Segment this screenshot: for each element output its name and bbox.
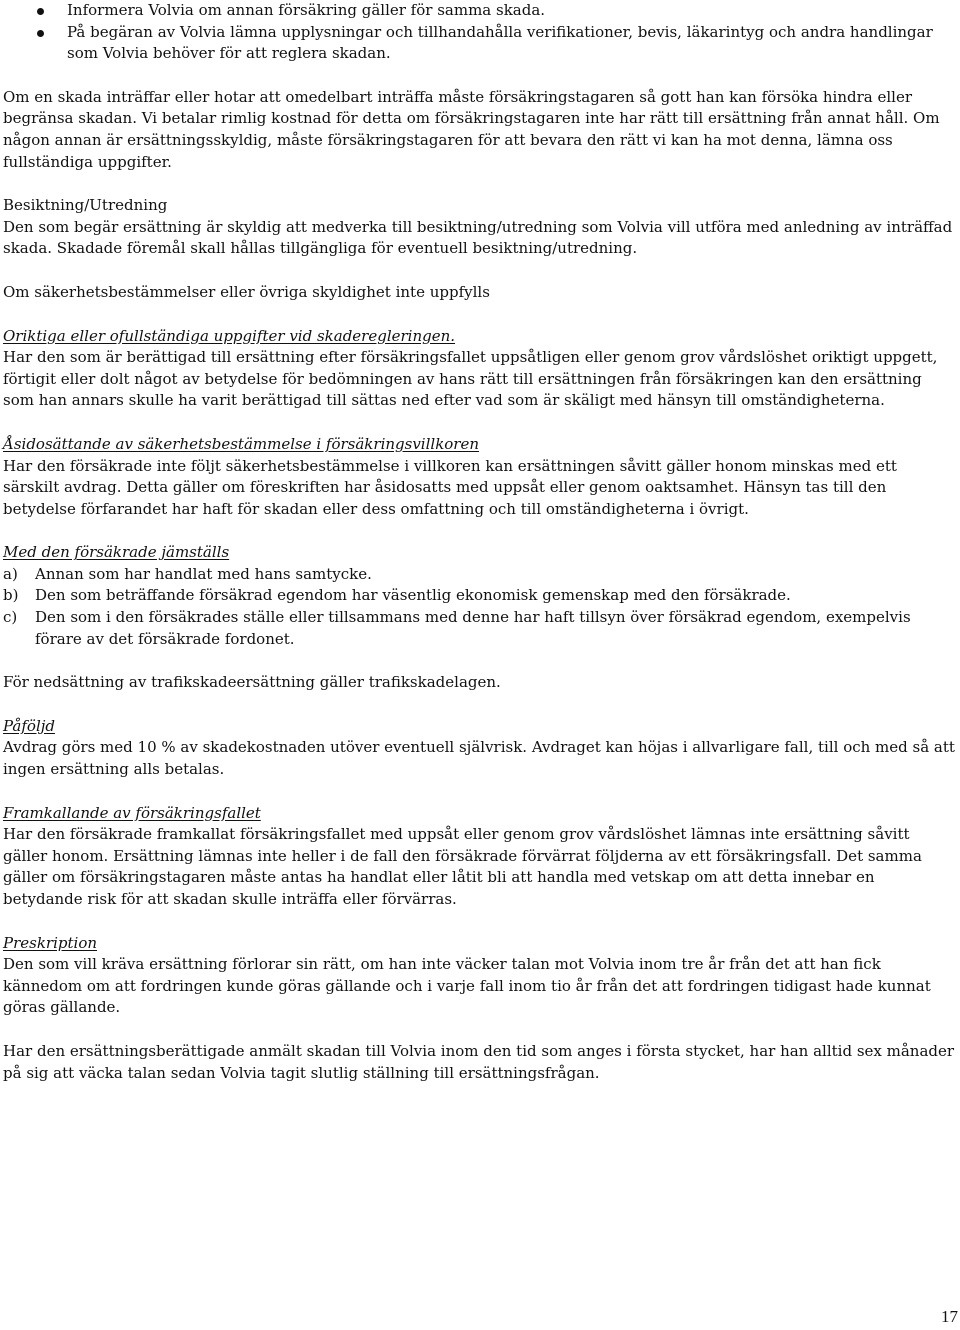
final-paragraph: Har den ersättningsberättigade anmält skadan till Volvia inom den tid som anges i första stycket, har han alltid sex månader på sig att väcka talan sedan Volvia tagit slutlig ställning till ersättningsfrågan. [3,1041,955,1082]
inspection-heading: Besiktning/Utredning [3,196,168,215]
bullet-dot-icon [37,30,44,37]
traffic-note: För nedsättning av trafikskadeersättning gäller trafikskadelagen. [3,673,501,692]
causing-text: Har den försäkrade framkallat försäkringsfallet med uppsåt eller genom grov vårdslöshet lämnas inte ersättning såvitt gäller honom. Ersättning lämnas inte heller i de fall den försäkrade förvärrat följderna av ett försäkringsfall. Det samma gäller om försäkringstagaren måste antas ha handlat eller låtit bli att handla med vetskap om att detta innebar en betydande risk för att skadan skulle inträffa eller förvärras. [3,825,922,908]
item-text: Annan som har handlat med hans samtycke. [35,564,372,583]
equated-item [3,585,955,607]
equated-item [3,564,955,586]
consequence-section [3,716,955,781]
bullet-text: Informera Volvia om annan försäkring gäller för samma skada. [67,1,546,19]
causing-section [3,803,955,911]
consequence-text: Avdrag görs med 10 % av skadekostnaden utöver eventuell självrisk. Avdraget kan höjas i allvarligare fall, till och med så att ingen ersättning alls betalas. [3,738,955,779]
bullet-item [3,0,955,22]
equated-item [3,607,955,650]
item-letter: c) [3,608,18,627]
page-number: 17 [941,1307,958,1326]
document-page [3,0,955,1084]
equated-list [3,564,955,650]
item-text: Den som i den försäkrades ställe eller tillsammans med denne har haft tillsyn över försäkrad egendom, exempelvis förare av det försäkrade fordonet. [35,608,911,648]
item-letter: b) [3,586,19,605]
prescription-section [3,933,955,1019]
damage-paragraph: Om en skada inträffar eller hotar att omedelbart inträffa måste försäkringstagaren så gott han kan försöka hindra eller begränsa skadan. Vi betalar rimlig kostnad för detta om försäkringstagaren inte har rätt till ersättning från annat håll. Om någon annan är ersättningsskyldig, måste försäkringstagaren för att bevara den rätt vi kan ha mot denna, lämna oss fullständiga uppgifter. [3,87,940,171]
prescription-heading: Preskription [3,933,98,952]
neglect-heading: Åsidosättande av säkerhetsbestämmelse i försäkringsvillkoren [3,434,480,453]
prescription-text: Den som vill kräva ersättning förlorar sin rätt, om han inte väcker talan mot Volvia inom tre år från det att han fick kännedom om att fordringen kunde göras gällande och i varje fall inom tio år från det att fordringen tidigast hade kunnat göras gällande. [3,955,931,1017]
consequence-heading: Påföljd [3,716,55,735]
safety-intro: Om säkerhetsbestämmelser eller övriga skyldighet inte uppfylls [3,282,490,301]
incorrect-info-heading: Oriktiga eller ofullständiga uppgifter vid skaderegleringen. [3,326,456,345]
bullet-list [3,0,955,65]
item-letter: a) [3,564,18,583]
inspection-text: Den som begär ersättning är skyldig att medverka till besiktning/utredning som Volvia vill utföra med anledning av inträffad skada. Skadade föremål skall hållas tillgängliga för eventuell besiktning/utredning. [3,217,953,258]
neglect-text: Har den försäkrade inte följt säkerhetsbestämmelse i villkoren kan ersättningen såvitt gäller honom minskas med ett särskilt avdrag. Detta gäller om föreskriften har åsidosatts med uppsåt eller genom oaktsamhet. Hänsyn tas till den betydelse förfarandet har haft för skadan eller dess omfattning och till omständigheterna i övrigt. [3,456,897,518]
equated-heading: Med den försäkrade jämställs [3,543,230,562]
bullet-text: På begäran av Volvia lämna upplysningar och tillhandahålla verifikationer, bevis, läkarintyg och andra handlingar som Volvia behöver för att reglera skadan. [67,22,933,63]
item-text: Den som beträffande försäkrad egendom har väsentlig ekonomisk gemenskap med den försäkrade. [35,586,791,605]
incorrect-info-text: Har den som är berättigad till ersättning efter försäkringsfallet uppsåtligen eller genom grov vårdslöshet oriktigt uppgett, förtigit eller dolt något av betydelse för bedömningen av hans rätt till ersättningen från försäkringen kan den ersättning som han annars skulle ha varit berättigad till sättas ned efter vad som är skäligt med hänsyn till omständigheterna. [3,348,938,410]
causing-heading: Framkallande av försäkringsfallet [3,803,261,822]
incorrect-info-section [3,326,955,412]
equated-section [3,542,955,650]
bullet-dot-icon [37,8,44,15]
neglect-section [3,434,955,520]
bullet-item [3,22,955,65]
inspection-section [3,195,955,260]
